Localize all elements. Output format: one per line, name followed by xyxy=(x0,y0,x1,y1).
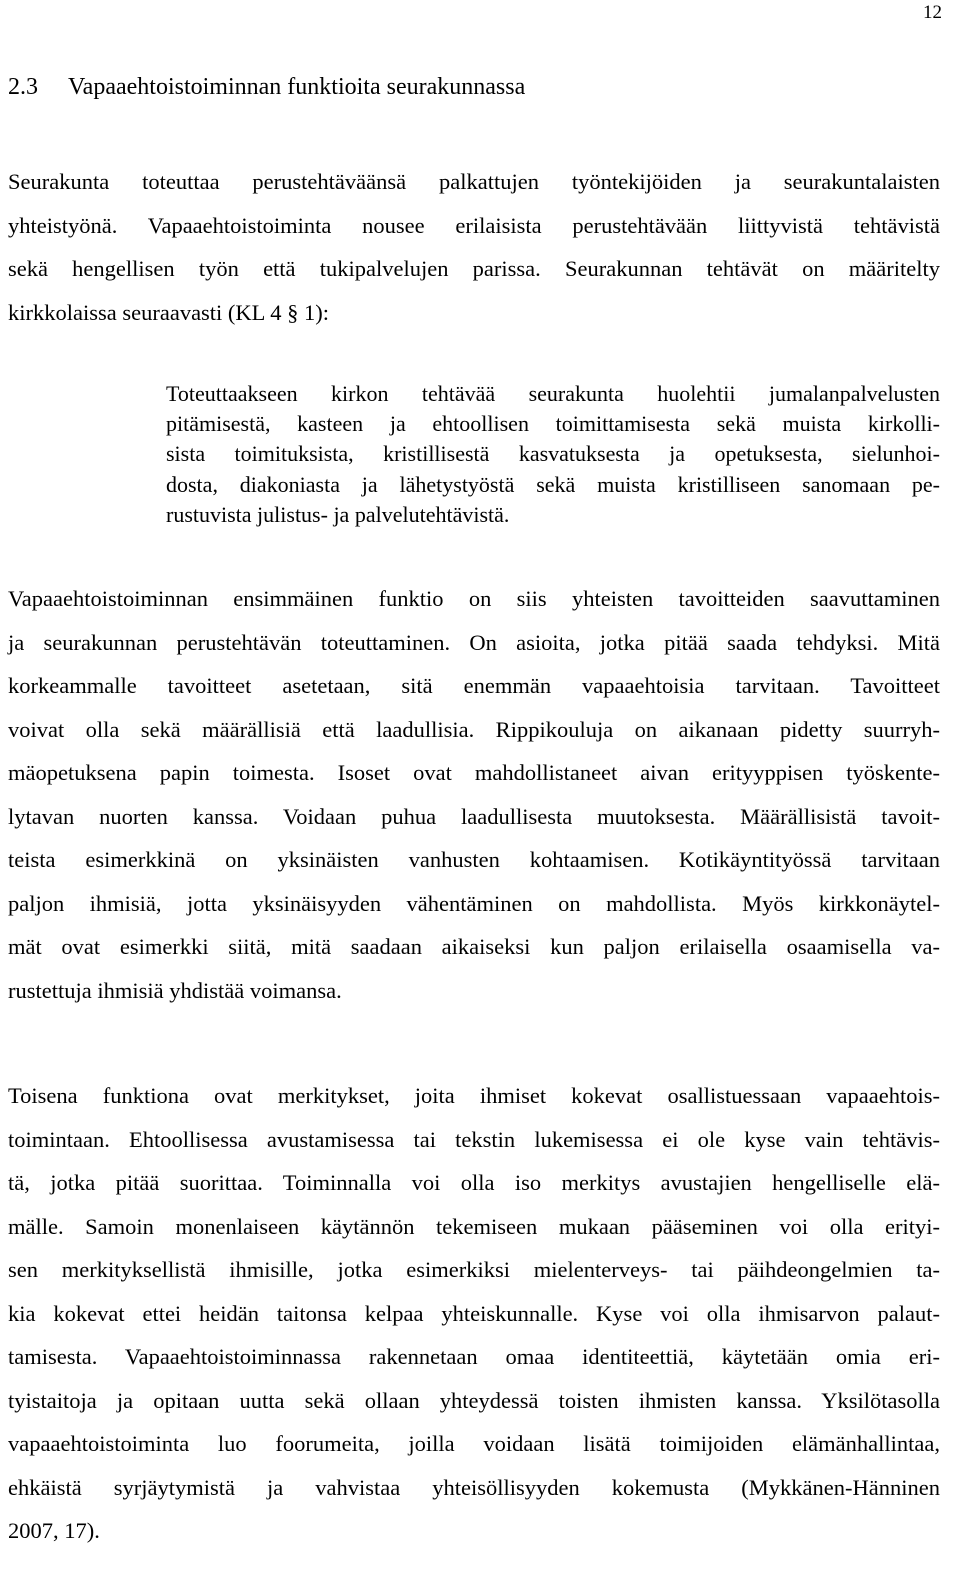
paragraph-first-function xyxy=(8,577,940,1012)
quote-line: dosta, diakoniasta ja lähetystyöstä sekä muista kristilliseen sanomaan pe- xyxy=(166,471,940,497)
text-line: teista esimerkkinä on yksinäisten vanhusten kohtaamisen. Kotikäyntityössä tarvitaan xyxy=(8,847,940,872)
text-line: korkeammalle tavoitteet asetetaan, sitä enemmän vapaaehtoisia tarvitaan. Tavoitteet xyxy=(8,673,940,698)
text-line: 2007, 17). xyxy=(8,1518,100,1543)
text-line: Toisena funktiona ovat merkitykset, joita ihmiset kokevat osallistuessaan vapaaehtois- xyxy=(8,1083,940,1108)
quote-line: sista toimituksista, kristillisestä kasvatuksesta ja opetuksesta, sielunhoi- xyxy=(166,441,940,467)
text-line: kirkkolaissa seuraavasti (KL 4 § 1): xyxy=(8,299,329,325)
text-line: tamisesta. Vapaaehtoistoiminnassa rakennetaan omaa identiteettiä, käytetään omia eri- xyxy=(8,1344,940,1369)
text-line: lytavan nuorten kanssa. Voidaan puhua laadullisesta muutoksesta. Määrällisistä tavoit- xyxy=(8,803,940,829)
paragraph-intro xyxy=(8,160,940,334)
page-number: 12 xyxy=(923,2,942,23)
paragraph-second-function xyxy=(8,1074,940,1553)
text-line: mäopetuksena papin toimesta. Isoset ovat mahdollistaneet aivan erityyppisen työskente- xyxy=(8,760,940,785)
section-number: 2.3 xyxy=(8,74,38,100)
section-title: Vapaaehtoistoiminnan funktioita seurakunnassa xyxy=(68,74,526,100)
text-line: toimintaan. Ehtoollisessa avustamisessa tai tekstin lukemisessa ei ole kyse vain tehtävis- xyxy=(8,1126,940,1152)
text-line: ehkäistä syrjäytymistä ja vahvistaa yhteisöllisyyden kokemusta (Mykkänen-Hänninen xyxy=(8,1474,940,1500)
text-line: paljon ihmisiä, jotta yksinäisyyden vähentäminen on mahdollista. Myös kirkkonäytel- xyxy=(8,890,940,916)
text-line: kia kokevat ettei heidän taitonsa kelpaa yhteiskunnalle. Kyse voi olla ihmisarvon palaut- xyxy=(8,1300,940,1326)
quote-line: pitämisestä, kasteen ja ehtoollisen toimittamisesta sekä muista kirkolli- xyxy=(166,411,940,437)
quote-line: Toteuttaakseen kirkon tehtävää seurakunta huolehtii jumalanpalvelusten xyxy=(166,381,940,406)
text-line: sen merkityksellistä ihmisille, jotka esimerkiksi mielenterveys- tai päihdeongelmien ta- xyxy=(8,1257,940,1282)
text-line: rustettuja ihmisiä yhdistää voimansa. xyxy=(8,977,342,1003)
section-heading xyxy=(8,74,938,101)
text-line: yhteistyönä. Vapaaehtoistoiminta nousee erilaisista perustehtävään liittyvistä tehtävistä xyxy=(8,212,940,238)
text-line: tyistaitoja ja opitaan uutta sekä ollaan yhteydessä toisten ihmisten kanssa. Yksilötasolla xyxy=(8,1387,940,1413)
text-line: ja seurakunnan perustehtävän toteuttaminen. On asioita, jotka pitää saada tehdyksi. Mitä xyxy=(8,629,940,655)
block-quote xyxy=(166,379,940,530)
text-line: vapaaehtoistoiminta luo foorumeita, joilla voidaan lisätä toimijoiden elämänhallintaa, xyxy=(8,1431,940,1456)
text-line: sekä hengellisen työn että tukipalvelujen parissa. Seurakunnan tehtävät on määritelty xyxy=(8,256,940,281)
text-line: mälle. Samoin monenlaiseen käytännön tekemiseen mukaan pääseminen voi olla erityi- xyxy=(8,1213,940,1239)
text-line: tä, jotka pitää suorittaa. Toiminnalla voi olla iso merkitys avustajien hengelliselle elä- xyxy=(8,1170,940,1195)
text-line: Vapaaehtoistoiminnan ensimmäinen funktio on siis yhteisten tavoitteiden saavuttaminen xyxy=(8,586,940,611)
text-line: Seurakunta toteuttaa perustehtäväänsä palkattujen työntekijöiden ja seurakuntalaisten xyxy=(8,169,940,194)
quote-line: rustuvista julistus- ja palvelutehtävistä. xyxy=(166,501,510,527)
text-line: mät ovat esimerkki siitä, mitä saadaan aikaiseksi kun paljon erilaisella osaamisella va- xyxy=(8,934,940,959)
text-line: voivat olla sekä määrällisiä että laadullisia. Rippikouluja on aikanaan pidetty suurryh- xyxy=(8,716,940,742)
